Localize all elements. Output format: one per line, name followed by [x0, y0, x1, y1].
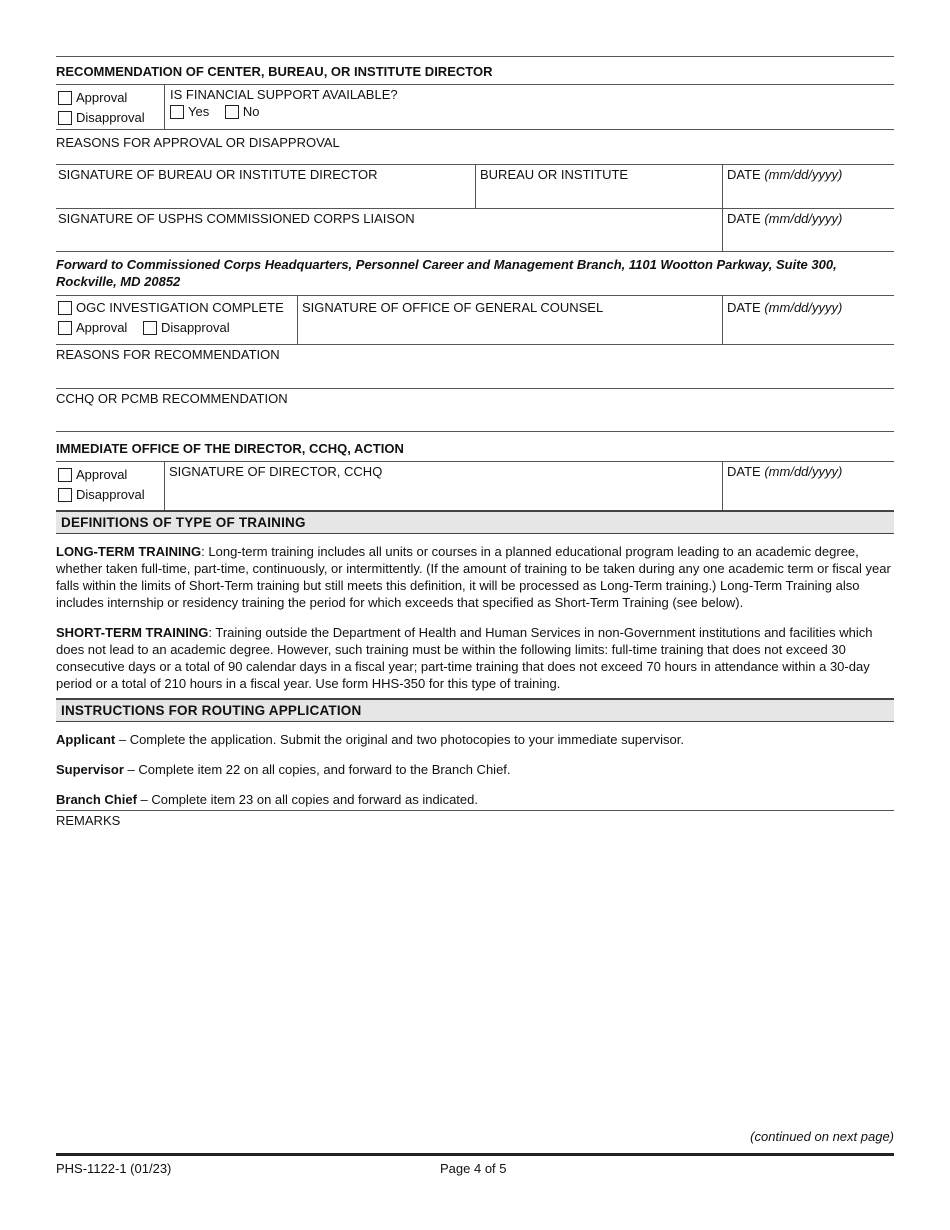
no-label: No	[242, 104, 260, 119]
date-format: (mm/dd/yyyy)	[764, 464, 843, 479]
ogc-signature-label: SIGNATURE OF OFFICE OF GENERAL COUNSEL	[302, 300, 604, 315]
financial-support-cell	[164, 85, 894, 129]
bureau-date-field[interactable]	[722, 165, 894, 208]
ogc-row	[56, 295, 894, 344]
approval-options	[56, 85, 164, 129]
liaison-signature-field[interactable]	[56, 209, 722, 251]
branch-chief-text: – Complete item 23 on all copies and forward as indicated.	[136, 792, 478, 807]
director-action-header: IMMEDIATE OFFICE OF THE DIRECTOR, CCHQ, ACTION	[56, 431, 894, 461]
liaison-signature-label: SIGNATURE OF USPHS COMMISSIONED CORPS LIAISON	[58, 211, 415, 226]
recommendation-header: RECOMMENDATION OF CENTER, BUREAU, OR INSTITUTE DIRECTOR	[56, 56, 894, 84]
director-disapproval-label: Disapproval	[76, 487, 145, 502]
ogc-disapproval-label: Disapproval	[160, 320, 230, 335]
recommendation-approval-row	[56, 84, 894, 129]
date-format: (mm/dd/yyyy)	[764, 300, 843, 315]
ogc-investigation-label: OGC INVESTIGATION COMPLETE	[76, 300, 284, 315]
supervisor-instruction	[56, 761, 894, 778]
reasons-recommendation-field[interactable]	[56, 344, 894, 388]
director-approval-label: Approval	[76, 467, 128, 482]
cchq-recommendation-field[interactable]	[56, 388, 894, 431]
liaison-signature-row	[56, 208, 894, 251]
date-format: (mm/dd/yyyy)	[764, 211, 843, 226]
director-signature-label: SIGNATURE OF DIRECTOR, CCHQ	[169, 464, 383, 479]
supervisor-text: – Complete item 22 on all copies, and forward to the Branch Chief.	[123, 762, 511, 777]
short-term-definition	[56, 624, 894, 692]
disapproval-checkbox[interactable]	[58, 111, 72, 125]
director-disapproval-checkbox[interactable]	[58, 488, 72, 502]
date-label: DATE	[727, 211, 761, 226]
definitions-section	[56, 534, 894, 692]
long-term-definition	[56, 543, 894, 611]
date-label: DATE	[727, 464, 761, 479]
director-approval-checkbox[interactable]	[58, 468, 72, 482]
director-signature-field[interactable]	[164, 462, 722, 510]
approval-checkbox[interactable]	[58, 91, 72, 105]
disapproval-label: Disapproval	[76, 110, 145, 125]
page-number: Page 4 of 5	[440, 1161, 507, 1176]
date-label: DATE	[727, 167, 761, 182]
short-term-title: SHORT-TERM TRAINING	[56, 625, 209, 640]
financial-support-question: IS FINANCIAL SUPPORT AVAILABLE?	[170, 87, 398, 102]
remarks-label: REMARKS	[56, 813, 121, 828]
long-term-text: : Long-term training includes all units or courses in a planned educational program leading to an academic degree, whether taken full-time, part-time, continuously, or intermittently. (If the amount of training to be taken during any one academic term or fiscal year falls within the limits of Short-Term training but still meets this definition, it will be processed as Long-Term training.) Long-Term Training also includes internship or residency training the period for which exceeds that specified as Short-Term Training (see below).	[56, 544, 891, 610]
form-page	[56, 56, 894, 1110]
branch-chief-instruction	[56, 791, 894, 808]
form-id: PHS-1122-1 (01/23)	[56, 1161, 172, 1176]
reasons-recommendation-label: REASONS FOR RECOMMENDATION	[56, 347, 280, 362]
footer-divider	[56, 1153, 894, 1156]
bureau-signature-row	[56, 164, 894, 208]
ogc-investigation-checkbox[interactable]	[58, 301, 72, 315]
director-action-row	[56, 461, 894, 510]
bureau-institute-field[interactable]	[475, 165, 722, 208]
ogc-investigation-cell	[56, 296, 297, 344]
reasons-approval-label: REASONS FOR APPROVAL OR DISAPPROVAL	[56, 135, 340, 150]
bureau-director-signature-field[interactable]	[56, 165, 475, 208]
short-term-text: : Training outside the Department of Health and Human Services in non-Government institutions and facilities which does not lead to an academic degree. However, such training must be within the following limits: full-time training that does not exceed 30 consecutive days or a total of 90 calendar days in a fiscal year; part-time training that does not exceed 70 hours in attendance within a 30-day period or a total of 210 hours in a fiscal year. Use form HHS-350 for this type of training.	[56, 625, 873, 691]
no-checkbox[interactable]	[225, 105, 239, 119]
ogc-approval-checkbox[interactable]	[58, 321, 72, 335]
yes-label: Yes	[188, 104, 210, 119]
definitions-header: DEFINITIONS OF TYPE OF TRAINING	[56, 510, 894, 534]
ogc-signature-field[interactable]	[297, 296, 722, 344]
remarks-field[interactable]	[56, 810, 894, 1110]
branch-chief-title: Branch Chief	[56, 792, 137, 807]
routing-section	[56, 722, 894, 808]
yes-checkbox[interactable]	[170, 105, 184, 119]
continued-note: (continued on next page)	[750, 1129, 894, 1144]
ogc-date-field[interactable]	[722, 296, 894, 344]
bureau-institute-label: BUREAU OR INSTITUTE	[480, 167, 629, 182]
cchq-recommendation-label: CCHQ OR PCMB RECOMMENDATION	[56, 391, 288, 406]
approval-label: Approval	[76, 90, 128, 105]
forward-note: Forward to Commissioned Corps Headquarters, Personnel Career and Management Branch, 1101 Wootton Parkway, Suite 300, Rockville, MD 20852	[56, 251, 894, 295]
ogc-disapproval-checkbox[interactable]	[143, 321, 157, 335]
bureau-director-signature-label: SIGNATURE OF BUREAU OR INSTITUTE DIRECTOR	[58, 167, 378, 182]
applicant-title: Applicant	[56, 732, 116, 747]
supervisor-title: Supervisor	[56, 762, 124, 777]
director-date-field[interactable]	[722, 462, 894, 510]
reasons-approval-field[interactable]	[56, 129, 894, 164]
applicant-instruction	[56, 731, 894, 748]
date-label: DATE	[727, 300, 761, 315]
routing-header: INSTRUCTIONS FOR ROUTING APPLICATION	[56, 698, 894, 722]
liaison-date-field[interactable]	[722, 209, 894, 251]
applicant-text: – Complete the application. Submit the original and two photocopies to your immediate supervisor.	[115, 732, 684, 747]
date-format: (mm/dd/yyyy)	[764, 167, 843, 182]
director-action-options	[56, 462, 164, 510]
long-term-title: LONG-TERM TRAINING	[56, 544, 202, 559]
ogc-approval-label: Approval	[76, 320, 128, 335]
